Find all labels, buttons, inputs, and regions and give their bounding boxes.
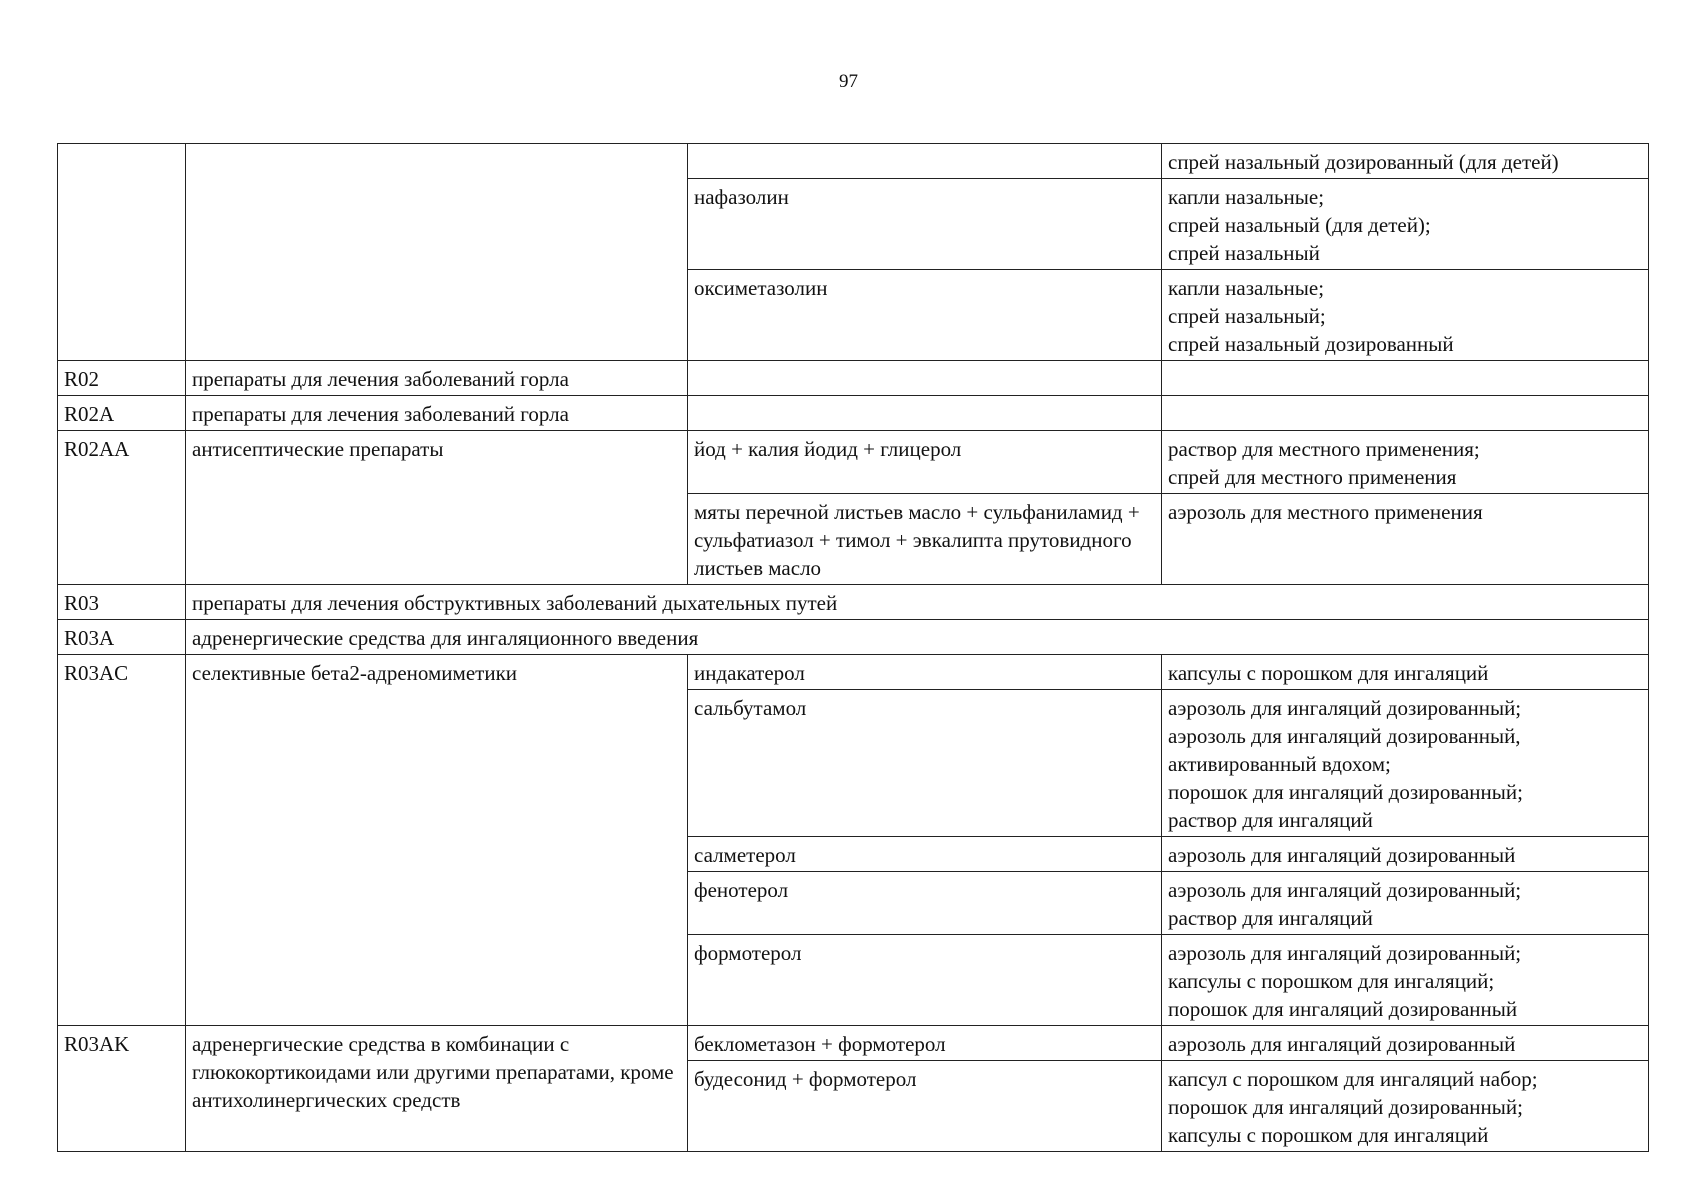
drug-classification-table [57,143,1649,1152]
dosage-form-line: аэрозоль для ингаляций дозированный [1168,843,1516,867]
atc-code-cell: R02AA [58,431,186,585]
group-name-cell: препараты для лечения заболеваний горла [186,396,688,431]
dosage-form-line: капли назальные; [1168,276,1325,300]
dosage-forms-cell [1162,431,1649,494]
dosage-form-line: спрей для местного применения [1168,465,1457,489]
table-row [58,1026,1649,1061]
table-row [58,585,1649,620]
drug-name-cell: сальбутамол [688,690,1162,837]
atc-code-cell: R03AK [58,1026,186,1152]
dosage-forms-cell [1162,837,1649,872]
group-name-cell: адренергические средства для ингаляционного введения [186,620,1649,655]
dosage-forms-cell [1162,144,1649,179]
dosage-form-line: раствор для ингаляций [1168,906,1373,930]
table-row [58,431,1649,494]
atc-code-cell: R03 [58,585,186,620]
dosage-forms-cell [1162,690,1649,837]
atc-code-cell: R03A [58,620,186,655]
dosage-form-line: аэрозоль для ингаляций дозированный; [1168,696,1522,720]
drug-name-cell: нафазолин [688,179,1162,270]
drug-name-cell: салметерол [688,837,1162,872]
table-row [58,655,1649,690]
dosage-form-line: раствор для ингаляций [1168,808,1373,832]
drug-name-cell: будесонид + формотерол [688,1061,1162,1152]
drug-name-cell: йод + калия йодид + глицерол [688,431,1162,494]
drug-name-cell: формотерол [688,935,1162,1026]
dosage-forms-cell [1162,494,1649,585]
dosage-form-line: спрей назальный дозированный [1168,332,1454,356]
dosage-form-line: раствор для местного применения; [1168,437,1480,461]
drug-name-cell [688,361,1162,396]
atc-code-cell: R02 [58,361,186,396]
drug-name-cell: индакатерол [688,655,1162,690]
dosage-forms-cell [1162,935,1649,1026]
table-row [58,396,1649,431]
group-name-cell: селективные бета2-адреномиметики [186,655,688,1026]
table-row [58,361,1649,396]
drug-name-cell: оксиметазолин [688,270,1162,361]
group-name-cell: адренергические средства в комбинации с глюкокортикоидами или другими препаратами, кроме антихолинергических средств [186,1026,688,1152]
dosage-forms-cell [1162,655,1649,690]
dosage-form-line: аэрозоль для ингаляций дозированный [1168,1032,1516,1056]
dosage-form-line: аэрозоль для ингаляций дозированный; [1168,941,1522,965]
table-row [58,144,1649,179]
drug-name-cell: беклометазон + формотерол [688,1026,1162,1061]
dosage-form-line: порошок для ингаляций дозированный; [1168,1095,1523,1119]
dosage-forms-cell [1162,1061,1649,1152]
drug-name-cell: мяты перечной листьев масло + сульфаниламид + сульфатиазол + тимол + эвкалипта прутовидного листьев масло [688,494,1162,585]
dosage-form-line: капсулы с порошком для ингаляций [1168,661,1489,685]
dosage-forms-cell [1162,270,1649,361]
atc-code-cell [58,144,186,361]
dosage-forms-cell [1162,396,1649,431]
drug-name-cell: фенотерол [688,872,1162,935]
dosage-form-line: капсулы с порошком для ингаляций [1168,1123,1489,1147]
dosage-forms-cell [1162,872,1649,935]
dosage-form-line: аэрозоль для ингаляций дозированный, [1168,724,1521,748]
dosage-form-line: спрей назальный (для детей); [1168,213,1431,237]
atc-code-cell: R02A [58,396,186,431]
drug-name-cell [688,144,1162,179]
dosage-form-line: капли назальные; [1168,185,1325,209]
dosage-form-line: спрей назальный [1168,241,1320,265]
page-number: 97 [839,71,858,92]
group-name-cell: антисептические препараты [186,431,688,585]
dosage-form-line: порошок для ингаляций дозированный [1168,997,1518,1021]
dosage-form-line: активированный вдохом; [1168,752,1391,776]
dosage-form-line: аэрозоль для ингаляций дозированный; [1168,878,1522,902]
atc-code-cell: R03AC [58,655,186,1026]
dosage-form-line: аэрозоль для местного применения [1168,500,1483,524]
dosage-form-line: капсулы с порошком для ингаляций; [1168,969,1495,993]
dosage-forms-cell [1162,1026,1649,1061]
dosage-form-line: спрей назальный; [1168,304,1326,328]
group-name-cell [186,144,688,361]
table-row [58,620,1649,655]
dosage-form-line: спрей назальный дозированный (для детей) [1168,150,1559,174]
group-name-cell: препараты для лечения обструктивных заболеваний дыхательных путей [186,585,1649,620]
dosage-form-line: капсул с порошком для ингаляций набор; [1168,1067,1538,1091]
drug-name-cell [688,396,1162,431]
group-name-cell: препараты для лечения заболеваний горла [186,361,688,396]
dosage-forms-cell [1162,361,1649,396]
dosage-form-line: порошок для ингаляций дозированный; [1168,780,1523,804]
dosage-forms-cell [1162,179,1649,270]
